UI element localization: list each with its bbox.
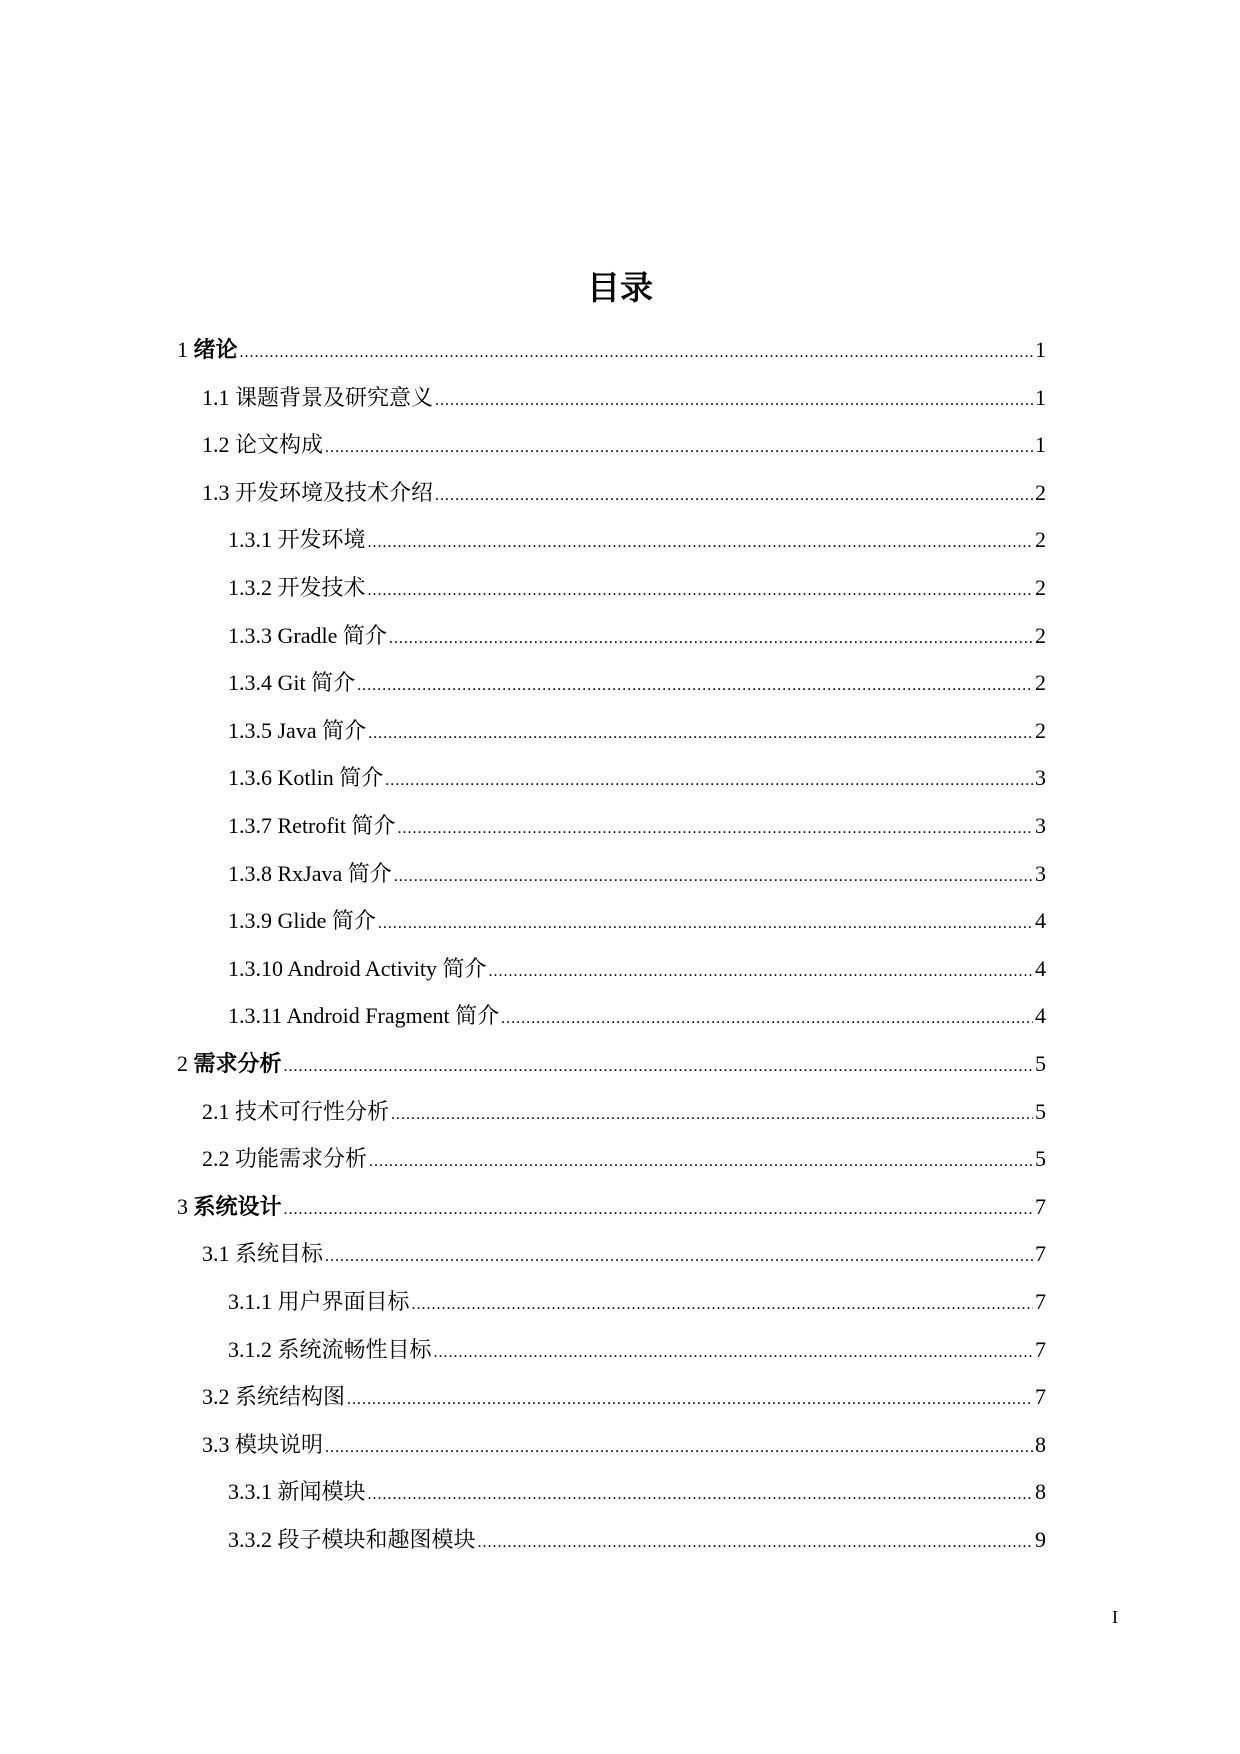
toc-entry-page-number: 4 xyxy=(1035,908,1046,934)
toc-entry-label: 1.3.6 Kotlin 简介 xyxy=(228,765,384,791)
toc-dot-leader xyxy=(489,961,1033,983)
toc-dot-leader xyxy=(394,866,1033,888)
toc-dot-leader xyxy=(478,1532,1033,1554)
toc-dot-leader xyxy=(284,1056,1033,1078)
toc-dot-leader xyxy=(284,1199,1033,1221)
toc-entry-label: 3.1 系统目标 xyxy=(202,1241,324,1267)
toc-entry[interactable] xyxy=(0,378,1240,412)
toc-entry[interactable] xyxy=(0,1044,1240,1078)
toc-entry-page-number: 3 xyxy=(1035,765,1046,791)
toc-entry[interactable] xyxy=(0,1330,1240,1364)
toc-entry-label: 1.3.10 Android Activity 简介 xyxy=(228,955,487,981)
toc-entry-page-number: 1 xyxy=(1035,384,1046,410)
toc-entry-label: 3.3.2 段子模块和趣图模块 xyxy=(228,1527,476,1552)
toc-entry[interactable] xyxy=(0,901,1240,935)
toc-entry-page-number: 1 xyxy=(1035,337,1046,362)
toc-dot-leader xyxy=(434,1342,1033,1364)
toc-entry-label: 2.1 技术可行性分析 xyxy=(202,1098,390,1124)
toc-entry-label: 1.3.2 开发技术 xyxy=(228,575,366,600)
toc-entry[interactable] xyxy=(0,949,1240,983)
toc-entry-label: 1 绪论 xyxy=(177,337,238,362)
toc-dot-leader xyxy=(368,723,1033,745)
toc-dot-leader xyxy=(325,437,1033,459)
toc-entry-page-number: 7 xyxy=(1035,1193,1046,1219)
toc-dot-leader xyxy=(369,1151,1033,1173)
toc-entry-label: 1.1 课题背景及研究意义 xyxy=(202,384,434,410)
toc-entry-page-number: 5 xyxy=(1035,1146,1046,1172)
toc-entry-page-number: 5 xyxy=(1035,1098,1046,1124)
toc-entry[interactable] xyxy=(0,520,1240,554)
toc-entry[interactable] xyxy=(0,425,1240,459)
toc-entry-label: 1.3.9 Glide 简介 xyxy=(228,908,376,934)
toc-entry[interactable] xyxy=(0,1282,1240,1316)
toc-entry[interactable] xyxy=(0,1520,1240,1554)
toc-entry[interactable] xyxy=(0,663,1240,697)
toc-entry-page-number: 2 xyxy=(1035,622,1046,648)
toc-entry-label: 1.3.11 Android Fragment 简介 xyxy=(228,1003,500,1029)
toc-entry[interactable] xyxy=(0,758,1240,792)
toc-dot-leader xyxy=(357,675,1033,697)
toc-entry[interactable] xyxy=(0,473,1240,507)
toc-entry-page-number: 2 xyxy=(1035,717,1046,743)
toc-entry-label: 2.2 功能需求分析 xyxy=(202,1146,368,1172)
toc-entry[interactable] xyxy=(0,1092,1240,1126)
toc-entry-page-number: 7 xyxy=(1035,1241,1046,1267)
page-number: I xyxy=(1112,1607,1118,1627)
toc-entry[interactable] xyxy=(0,1377,1240,1411)
toc-dot-leader xyxy=(501,1008,1033,1030)
toc-entry-label: 3.2 系统结构图 xyxy=(202,1384,346,1410)
toc-dot-leader xyxy=(368,580,1033,602)
toc-dot-leader xyxy=(378,913,1033,935)
toc-entry-page-number: 5 xyxy=(1035,1051,1046,1076)
toc-entry-label: 3 系统设计 xyxy=(177,1193,282,1219)
toc-entry-page-number: 1 xyxy=(1035,432,1046,458)
toc-entry[interactable] xyxy=(0,711,1240,745)
toc-entry-page-number: 2 xyxy=(1035,575,1046,600)
toc-entry-label: 2 需求分析 xyxy=(177,1051,282,1076)
toc-entry[interactable] xyxy=(0,1472,1240,1506)
toc-entry-label: 1.3.5 Java 简介 xyxy=(228,717,367,743)
toc-entry-label: 1.3.1 开发环境 xyxy=(228,527,366,553)
toc-entry-label: 1.2 论文构成 xyxy=(202,432,324,458)
toc-entry[interactable] xyxy=(0,568,1240,602)
toc-entry[interactable] xyxy=(0,616,1240,650)
toc-entry[interactable] xyxy=(0,1139,1240,1173)
toc-entry[interactable] xyxy=(0,1187,1240,1221)
toc-entry-page-number: 7 xyxy=(1035,1289,1046,1314)
toc-entry-label: 3.1.2 系统流畅性目标 xyxy=(228,1336,432,1362)
toc-entry-page-number: 4 xyxy=(1035,1003,1046,1029)
toc-dot-leader xyxy=(325,1437,1033,1459)
toc-entry[interactable] xyxy=(0,806,1240,840)
toc-entry-page-number: 2 xyxy=(1035,479,1046,505)
toc-dot-leader xyxy=(368,532,1033,554)
toc-dot-leader xyxy=(389,628,1033,650)
toc-dot-leader xyxy=(385,770,1033,792)
toc-entry[interactable] xyxy=(0,330,1240,364)
toc-entry-page-number: 8 xyxy=(1035,1431,1046,1457)
toc-entry-label: 1.3.4 Git 简介 xyxy=(228,670,356,696)
toc-dot-leader xyxy=(435,485,1033,507)
toc-dot-leader xyxy=(397,818,1033,840)
toc-entry[interactable] xyxy=(0,996,1240,1030)
toc-entry-page-number: 7 xyxy=(1035,1384,1046,1410)
toc-dot-leader xyxy=(412,1294,1033,1316)
toc-entry-page-number: 4 xyxy=(1035,955,1046,981)
toc-entry-label: 1.3.8 RxJava 简介 xyxy=(228,860,392,886)
toc-entry[interactable] xyxy=(0,1234,1240,1268)
toc-entry-page-number: 3 xyxy=(1035,860,1046,886)
toc-entry-label: 3.1.1 用户界面目标 xyxy=(228,1289,410,1314)
toc-dot-leader xyxy=(240,342,1033,364)
toc-dot-leader xyxy=(368,1484,1033,1506)
toc-entry[interactable] xyxy=(0,1425,1240,1459)
toc-dot-leader xyxy=(347,1389,1033,1411)
page-title: 目录 xyxy=(587,268,653,307)
toc-entry-page-number: 3 xyxy=(1035,813,1046,838)
toc-entry-page-number: 2 xyxy=(1035,527,1046,553)
toc-entry-page-number: 9 xyxy=(1035,1527,1046,1552)
toc-entry-page-number: 2 xyxy=(1035,670,1046,696)
toc-entry-label: 1.3 开发环境及技术介绍 xyxy=(202,479,434,505)
toc-entry-page-number: 8 xyxy=(1035,1479,1046,1505)
toc-entry-label: 3.3.1 新闻模块 xyxy=(228,1479,366,1505)
toc-entry-label: 3.3 模块说明 xyxy=(202,1431,324,1457)
toc-dot-leader xyxy=(391,1104,1033,1126)
toc-dot-leader xyxy=(435,390,1033,412)
toc-entry[interactable] xyxy=(0,854,1240,888)
toc-dot-leader xyxy=(325,1246,1033,1268)
toc-entry-page-number: 7 xyxy=(1035,1336,1046,1362)
toc-entry-label: 1.3.3 Gradle 简介 xyxy=(228,622,387,648)
toc-entry-label: 1.3.7 Retrofit 简介 xyxy=(228,813,396,838)
